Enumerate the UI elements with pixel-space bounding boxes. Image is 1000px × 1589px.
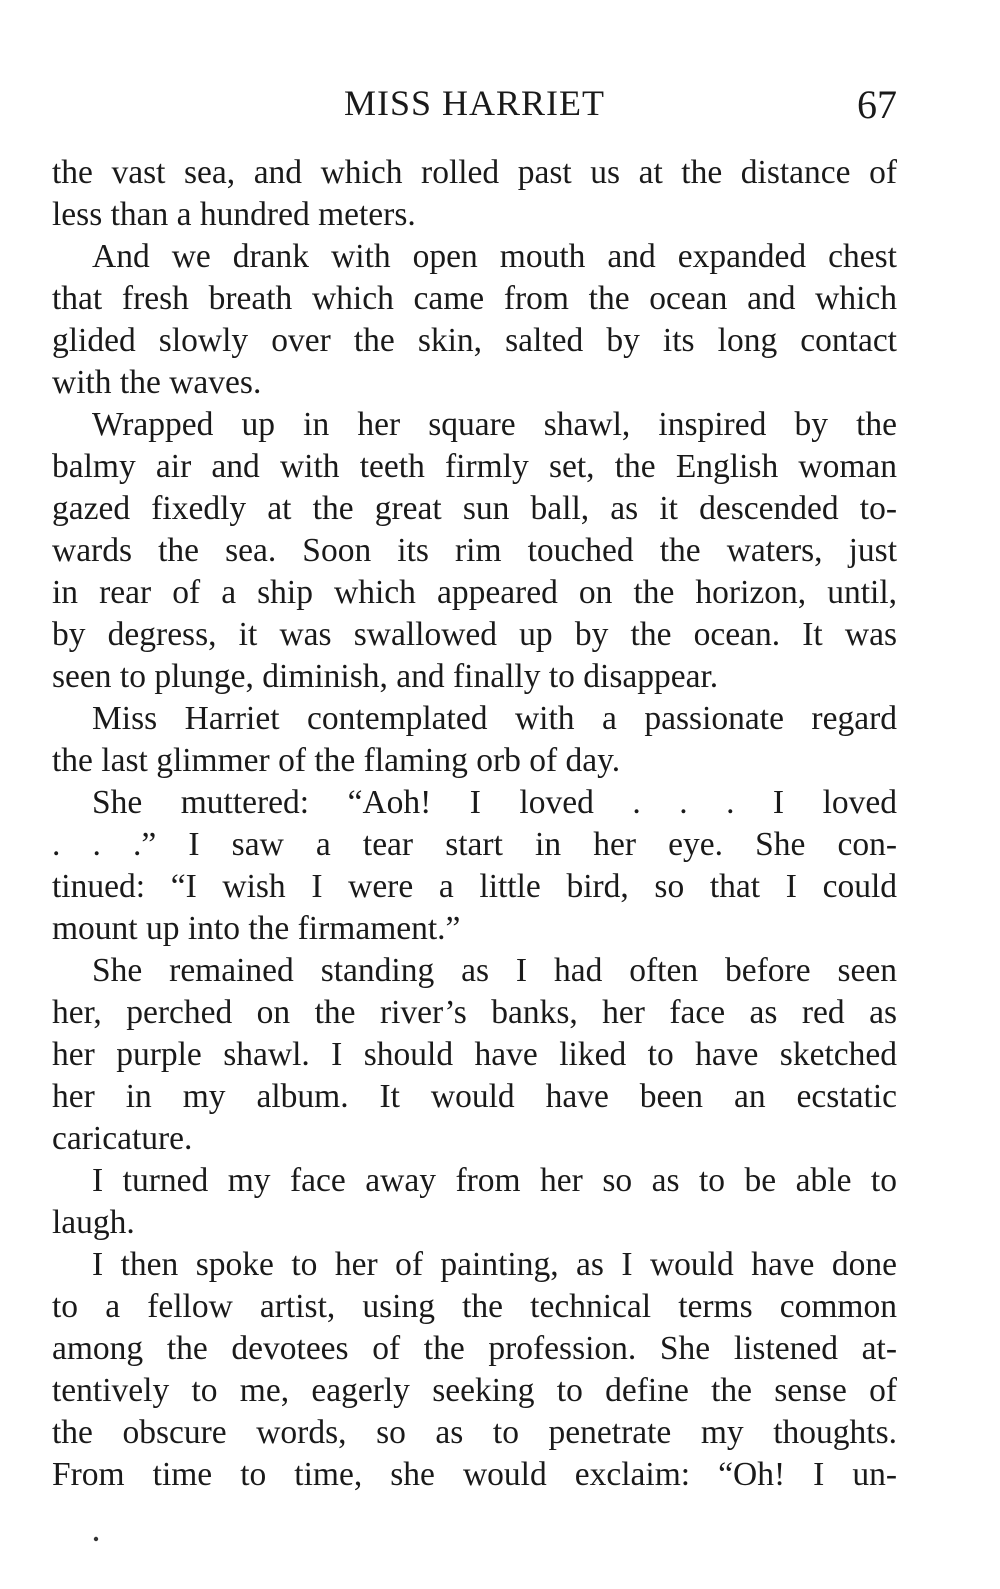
text-line: Miss Harriet contemplated with a passionate regard (92, 700, 897, 737)
text-line: . . .” I saw a tear start in her eye. She con- (52, 826, 897, 863)
text-line: Wrapped up in her square shawl, inspired by the (92, 406, 897, 443)
text-line: in rear of a ship which appeared on the horizon, until, (52, 574, 897, 611)
text-line: laugh. (52, 1204, 135, 1241)
text-line: among the devotees of the profession. She listened at- (52, 1330, 897, 1367)
running-head (52, 78, 897, 128)
text-line: the obscure words, so as to penetrate my thoughts. (52, 1414, 897, 1451)
text-line: caricature. (52, 1120, 193, 1157)
text-line: that fresh breath which came from the ocean and which (52, 280, 897, 317)
text-line: gazed fixedly at the great sun ball, as it descended to- (52, 490, 897, 527)
text-line: to a fellow artist, using the technical terms common (52, 1288, 897, 1325)
text-line: seen to plunge, diminish, and finally to disappear. (52, 658, 719, 695)
text-line: And we drank with open mouth and expanded chest (92, 238, 897, 275)
text-line: glided slowly over the skin, salted by its long contact (52, 322, 897, 359)
running-title: MISS HARRIET (343, 83, 606, 123)
text-line: wards the sea. Soon its rim touched the waters, just (52, 532, 897, 569)
text-line: I turned my face away from her so as to be able to (92, 1162, 897, 1199)
text-line: by degress, it was swallowed up by the ocean. It was (52, 616, 897, 653)
page-number: 67 (857, 82, 897, 127)
text-line: her in my album. It would have been an ecstatic (52, 1078, 897, 1115)
text-line: her, perched on the river’s banks, her face as red as (52, 994, 897, 1031)
text-line: balmy air and with teeth firmly set, the English woman (52, 448, 897, 485)
text-line: the last glimmer of the flaming orb of day. (52, 742, 621, 779)
text-line: the vast sea, and which rolled past us at the distance of (52, 154, 897, 191)
text-line: She muttered: “Aoh! I loved . . . I loved (92, 784, 897, 821)
text-line: tinued: “I wish I were a little bird, so that I could (52, 868, 897, 905)
body-text (52, 152, 897, 1496)
text-line: I then spoke to her of painting, as I would have done (92, 1246, 897, 1283)
text-line: with the waves. (52, 364, 262, 401)
text-line: From time to time, she would exclaim: “Oh! I un- (52, 1456, 897, 1493)
print-speck (92, 1535, 100, 1543)
text-line: mount up into the firmament.” (52, 910, 461, 947)
text-line: less than a hundred meters. (52, 196, 416, 233)
text-line: She remained standing as I had often before seen (92, 952, 897, 989)
text-line: her purple shawl. I should have liked to have sketched (52, 1036, 897, 1073)
text-line: tentively to me, eagerly seeking to define the sense of (52, 1372, 897, 1409)
